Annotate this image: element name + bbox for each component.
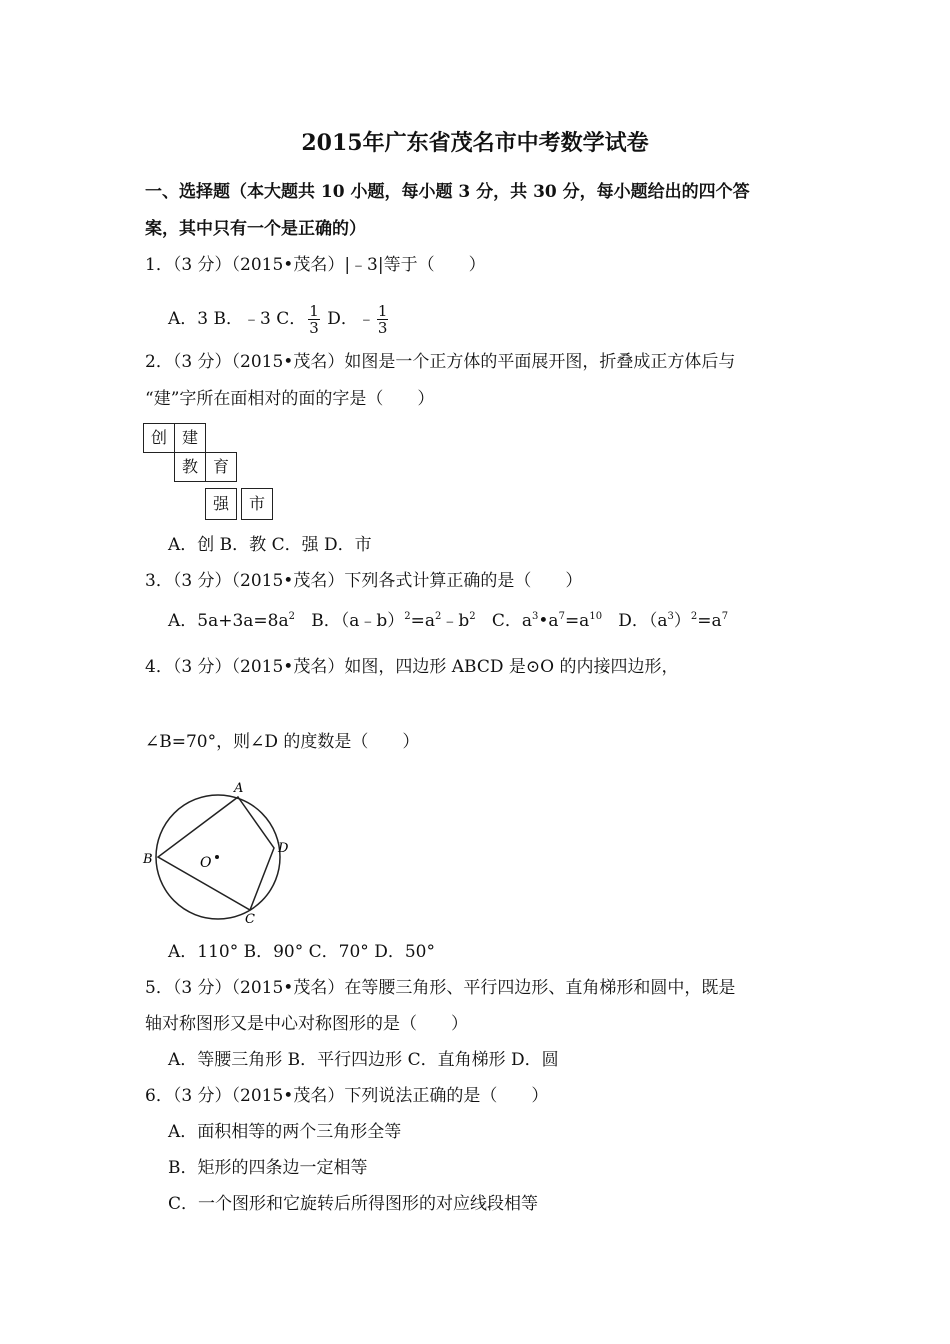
q1-fraction-d: $\frac{1}{3}$ — [377, 302, 388, 337]
q2-stem-line1: 2．（3 分）（2015•茂名）如图是一个正方体的平面展开图，折叠成正方体后与 — [145, 352, 736, 372]
net-cell-5: 强 — [205, 488, 237, 520]
q1-options — [168, 303, 390, 336]
label-c: C — [245, 912, 255, 925]
q2-stem-line2: “建”字所在面相对的面的字是（ ） — [145, 389, 435, 409]
net-cell-3: 教 — [174, 452, 206, 482]
q6-stem: 6．（3 分）（2015•茂名）下列说法正确的是（ ） — [145, 1086, 549, 1106]
net-cell-1: 创 — [143, 423, 175, 453]
net-cell-6: 市 — [241, 488, 273, 520]
q1-option-c: C． — [276, 309, 307, 329]
q3-option-b: B．$(a﹣b)^2=a^2﹣b^2$ — [311, 611, 476, 631]
q1-option-b: B．﹣3 — [213, 309, 271, 329]
q5-stem-line1: 5．（3 分）（2015•茂名）在等腰三角形、平行四边形、直角梯形和圆中，既是 — [145, 978, 736, 998]
section-heading-line1: 一、选择题（本大题共 10 小题，每小题 3 分，共 30 分，每小题给出的四个答 — [145, 182, 750, 202]
q4-options: A．110° B．90° C．70° D．50° — [168, 942, 435, 962]
q1-stem: 1．（3 分）（2015•茂名）|﹣3|等于（ ） — [145, 255, 486, 275]
quadrilateral-abcd — [158, 797, 274, 910]
q3-stem: 3．（3 分）（2015•茂名）下列各式计算正确的是（ ） — [145, 571, 583, 591]
label-a: A — [234, 781, 244, 796]
section-heading-line2: 案，其中只有一个是正确的） — [145, 219, 366, 239]
label-o: O — [200, 855, 212, 871]
q4-stem-line2: ∠B=70°，则∠D 的度数是（ ） — [145, 732, 420, 752]
q1-option-a: A．3 — [168, 309, 209, 329]
q6-option-b: B．矩形的四条边一定相等 — [168, 1158, 368, 1178]
cube-net-figure — [143, 423, 273, 523]
q4-stem-line1: 4．（3 分）（2015•茂名）如图，四边形 ABCD 是⊙O 的内接四边形， — [145, 657, 679, 677]
q2-options: A．创 B．教 C．强 D．市 — [168, 535, 372, 555]
q5-options: A．等腰三角形 B．平行四边形 C．直角梯形 D．圆 — [168, 1050, 559, 1070]
q6-option-a: A．面积相等的两个三角形全等 — [168, 1122, 402, 1142]
q3-options — [168, 605, 728, 633]
q5-stem-line2: 轴对称图形又是中心对称图形的是（ ） — [145, 1014, 468, 1034]
q1-fraction-c: $\frac{1}{3}$ — [309, 302, 319, 337]
inscribed-quadrilateral-figure — [140, 775, 300, 925]
q3-option-c: C．$a^3•a^7=a^{10}$ — [491, 611, 603, 631]
net-cell-4: 育 — [205, 452, 237, 482]
q3-option-d: D．$(a^3)^2=a^7$ — [618, 611, 729, 631]
label-d: D — [278, 841, 289, 856]
label-b: B — [143, 852, 153, 867]
center-point-o — [215, 855, 219, 859]
q3-option-a: A．$5a+3a=8a^2$ — [168, 611, 295, 631]
q1-option-d: D．﹣ — [327, 309, 375, 329]
net-cell-2: 建 — [174, 423, 206, 453]
page-title: 2015年广东省茂名市中考数学试卷 — [301, 130, 649, 156]
q6-option-c: C．一个图形和它旋转后所得图形的对应线段相等 — [168, 1194, 539, 1214]
